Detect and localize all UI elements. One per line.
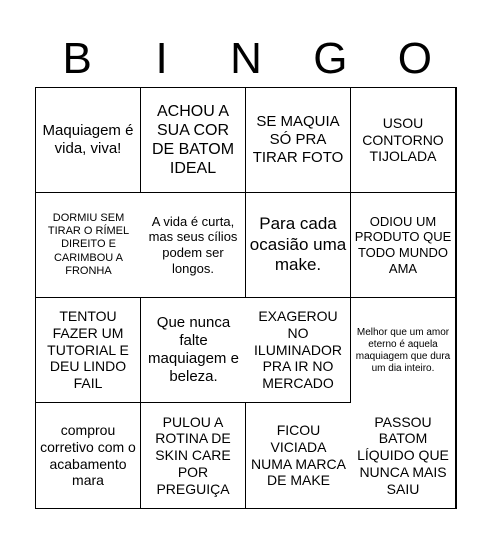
bingo-cell[interactable]: TENTOU FAZER UM TUTORIAL E DEU LINDO FAIL <box>36 298 141 403</box>
bingo-card <box>35 87 457 509</box>
bingo-cell[interactable]: DORMIU SEM TIRAR O RÍMEL DIREITO E CARIMBOU A FRONHA <box>36 193 141 298</box>
bingo-cell[interactable]: USOU CONTORNO TIJOLADA <box>351 88 456 193</box>
bingo-cell[interactable]: PASSOU BATOM LÍQUIDO QUE NUNCA MAIS SAIU <box>351 403 456 508</box>
bingo-cell[interactable]: A vida é curta, mas seus cílios podem ser longos. <box>141 193 246 298</box>
header-letter-g: G <box>313 34 348 83</box>
header-letter-o: O <box>397 34 432 83</box>
header-letter-i: I <box>155 34 168 83</box>
bingo-cell[interactable]: Maquiagem é vida, viva! <box>36 88 141 193</box>
bingo-cell[interactable]: Melhor que um amor eterno é aquela maquiagem que dura um dia inteiro. <box>351 298 456 403</box>
bingo-cell[interactable]: ODIOU UM PRODUTO QUE TODO MUNDO AMA <box>351 193 456 298</box>
bingo-cell[interactable]: SE MAQUIA SÓ PRA TIRAR FOTO <box>246 88 351 193</box>
bingo-cell[interactable]: FICOU VICIADA NUMA MARCA DE MAKE <box>251 421 346 489</box>
bingo-cell[interactable]: Que nunca falte maquiagem e beleza. <box>141 298 246 403</box>
bingo-cell[interactable]: ACHOU A SUA COR DE BATOM IDEAL <box>141 88 246 193</box>
bingo-header <box>35 34 457 84</box>
header-letter-n: N <box>230 34 262 83</box>
bingo-cell[interactable]: EXAGEROU NO ILUMINADOR PRA IR NO MERCADO <box>246 298 351 403</box>
header-letter-b: B <box>62 34 92 83</box>
bingo-cell[interactable]: PULOU A ROTINA DE SKIN CARE POR PREGUIÇA <box>141 403 246 508</box>
bingo-cell[interactable]: comprou corretivo com o acabamento mara <box>36 403 141 508</box>
bingo-cell[interactable]: Para cada ocasião uma make. <box>246 193 351 298</box>
